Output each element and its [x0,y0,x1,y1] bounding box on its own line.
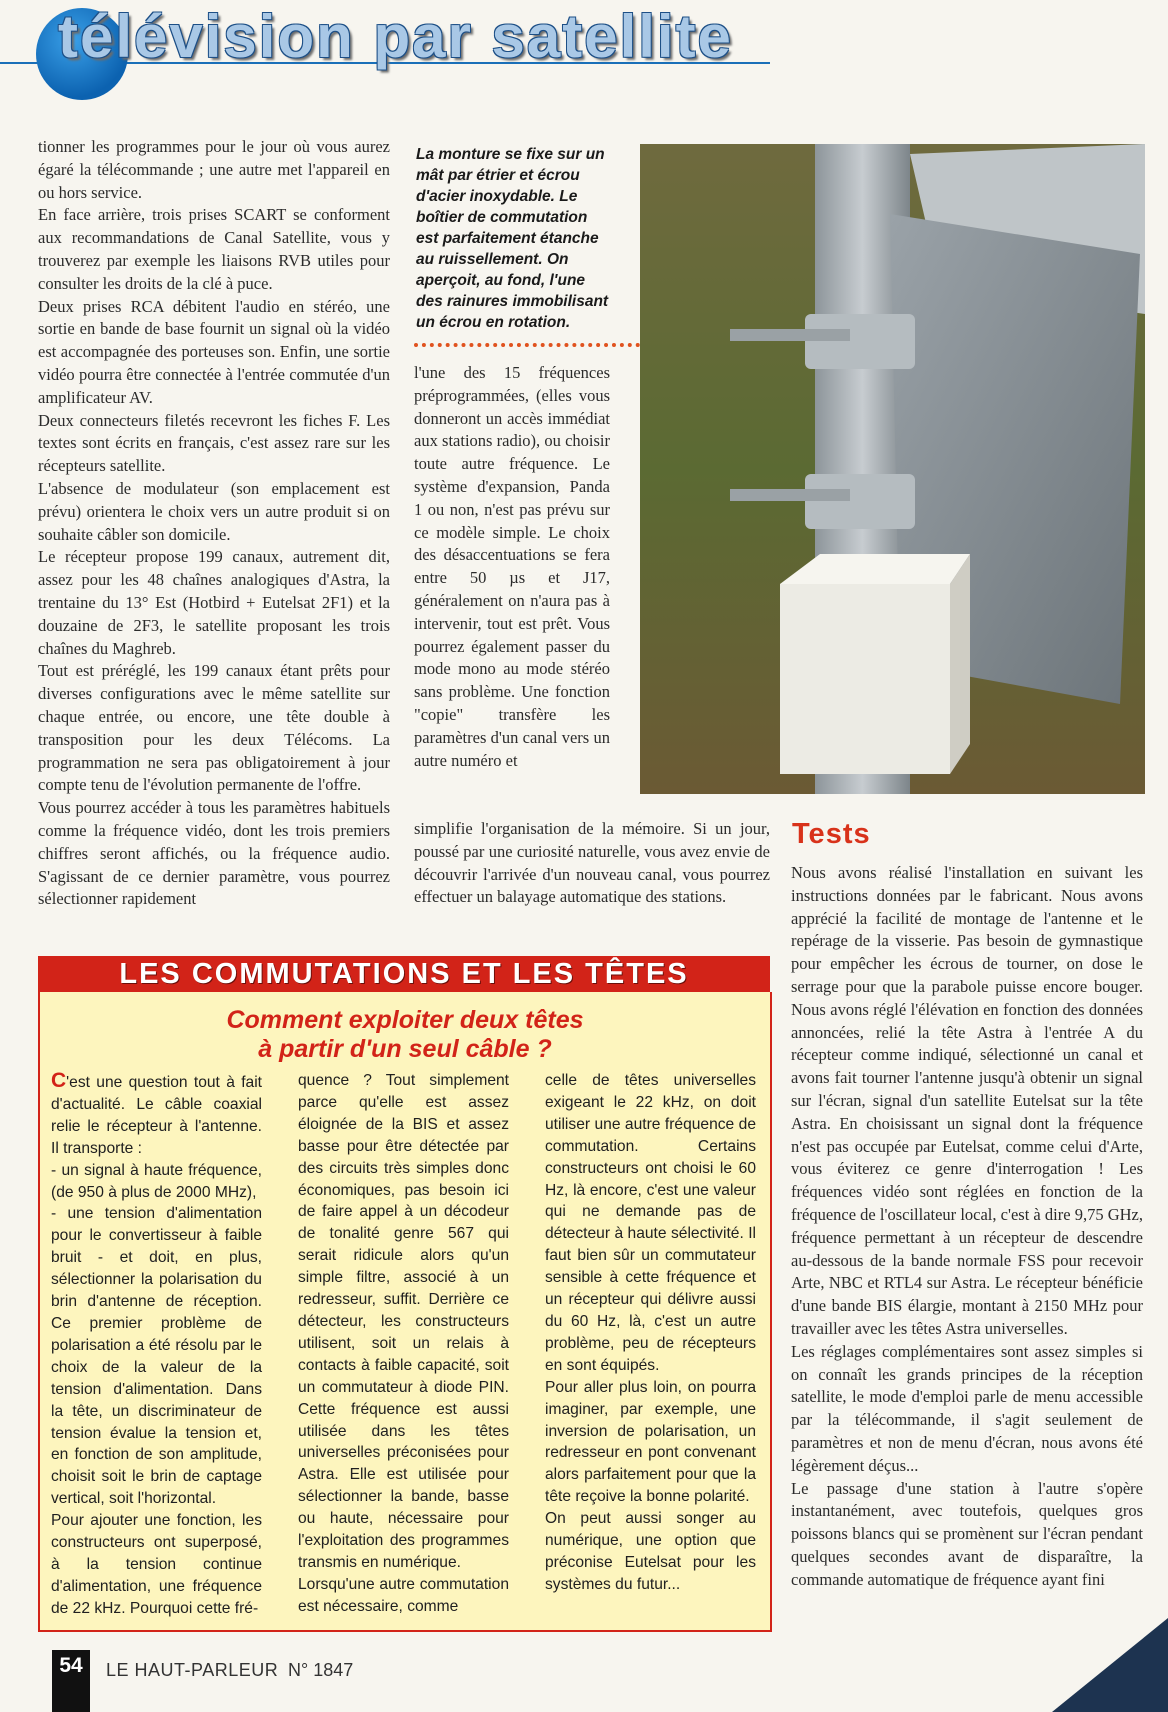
sidebar-column-1 [51,1070,262,1620]
paragraph: On peut aussi songer au numérique, une option que préconise Eutelsat pour les systèmes du futur... [545,1510,756,1593]
paragraph: Vous pourrez accéder à tous les paramètres habituels comme la fréquence vidéo, dont les trois premiers chiffres seront affichés, ou la fréquence audio. S'agissant de ce dernier paramètre, vous pourrez sélectionner rapidement [38,798,390,909]
sidebar-column-2 [298,1070,509,1618]
subtitle-line-1: Comment exploiter deux têtes [226,1006,584,1034]
sidebar-banner-title: LES COMMUTATIONS ET LES TÊTES [119,958,689,990]
paragraph: l'une des 15 fréquences préprogrammées, (elles vous donneront un accès immédiat aux stations radio), ou choisir toute autre fréquence. Le système d'expansion, Panda 1 ou non, n'est pas prévu sur ce modèle simple. Le choix des désaccentuations se fera entre 50 µs et J17, généralement on n'aura pas à intervenir, tout est prêt. Vous pourrez également passer du mode mono au mode stéréo sans problème. Une fonction "copie" transfère les paramètres d'un canal vers un autre numéro et [414,363,610,770]
paragraph: - un signal à haute fréquence, (de 950 à plus de 2000 MHz), [51,1161,262,1201]
paragraph: Pour aller plus loin, on pourra imaginer, par exemple, une inversion de polarisation, un redresseur en pont convenant alors parfaitement pour que la tête reçoive la bonne polarité. [545,1378,756,1506]
issue-number: N° 1847 [288,1660,354,1680]
drop-cap: C [51,1069,67,1092]
magazine-name: LE HAUT-PARLEUR [106,1660,279,1680]
paragraph: celle de têtes universelles exigeant le 22 kHz, on doit utiliser une autre fréquence de commutation. Certains constructeurs ont choisi le 60 Hz, là encore, c'est une valeur qui ne demande pas de détecteur à haute sélectivité. Il faut bien sûr un commutateur sensible à cette fréquence et un récepteur qui délivre aussi du 60 Hz, là, c'est un autre problème, peu de récepteurs en sont équipés. [545,1072,756,1374]
paragraph: Nous avons réalisé l'installation en suivant les instructions données par le fabricant. Nous avons apprécié la facilité de montage de l'antenne et le repérage de la visserie. Pas besoin de gymnastique pour empêcher les écrous de tourner, on dose le serrage pour que la parabole puisse encore bouger. Nous avons réglé l'élévation en fonction des données annoncées, relié la tête Astra à l'entrée A du récepteur comme indiqué, sélectionné un canal et avons fait tourner l'antenne jusqu'à obtenir un signal sur l'écran, signal d'un satellite Eutelsat sur la tête Astra. En choisissant un signal dont la fréquence n'est pas occupée par Eutelsat, comme celui d'Arte, vous éviterez ce genre d'interrogation ! Les fréquences vidéo sont réglées en fonction de la fréquence de l'oscillateur local, c'est à dire 9,75 GHz, fréquence permettant à un récepteur de descendre au-dessous de la bande normale FSS pour recevoir Arte, NBC et RTL4 sur Astra. Le récepteur bénéficie d'une bande BIS élargie, montant à 2150 MHz pour travailler avec les têtes Astra universelles. [791,863,1143,1338]
paragraph: Tout est préréglé, les 199 canaux étant prêts pour diverses configurations avec le même satellite sur chaque entrée, ou encore, une tête double à transposition pour les deux Télécoms. La programmation ne sera pas obligatoirement à jour compte tenu de l'évolution permanente de l'offre. [38,661,390,795]
paragraph: simplifie l'organisation de la mémoire. Si un jour, poussé par une curiosité naturelle, vous avez envie de découvrir l'arrivée d'un nouveau canal, vous pourrez effectuer un balayage automatique des stations. [414,819,770,907]
paragraph: Les réglages complémentaires sont assez simples si on connaît les grands principes de la réception satellite, le mode d'emploi parle de menu accessible par la télécommande, il s'agit seulement de paramètres et non de menu d'écran, nous avons été légèrement déçus... [791,1341,1143,1475]
page-number: 54 [59,1654,83,1677]
paragraph: tionner les programmes pour le jour où vous aurez égaré la télécommande ; une autre met l'appareil en ou hors service. [38,137,390,202]
paragraph: En face arrière, trois prises SCART se conforment aux recommandations de Canal Satellite, vous y trouverez par exemple les liaisons RVB utiles pour consulter les droits de la clé à puce. [38,205,390,293]
subtitle-line-2: à partir d'un seul câble ? [258,1035,552,1063]
section-title: télévision par satellite [58,3,733,70]
caption-divider [414,343,640,347]
paragraph: Lorsqu'une autre commutation est nécessaire, comme [298,1575,509,1615]
paragraph: Le récepteur propose 199 canaux, autrement dit, assez pour les 48 chaînes analogiques d'Astra, la trentaine du 13° Est (Hotbird + Eutelsat 2F1) et la douzaine de 2F3, le satellite proposant les trois chaînes du Maghreb. [38,547,390,658]
corner-decoration [1052,1618,1168,1712]
article-column-1 [38,136,390,911]
article-column-2 [414,362,610,772]
paragraph: Deux connecteurs filetés recevront les fiches F. Les textes sont écrits en français, c'est assez rare sur les récepteurs satellite. [38,410,390,476]
paragraph: L'absence de modulateur (son emplacement est prévu) orientera le choix vers un autre produit si on souhaite câbler son domicile. [38,478,390,544]
article-column-3 [791,862,1143,1592]
paragraph: Le passage d'une station à l'autre s'opère instantanément, avec toutefois, quelques gros poissons blancs qui se promènent sur l'écran pendant quelques secondes avant de disparaître, la commande automatique de fréquence ayant fini [791,1478,1143,1589]
tests-heading: Tests [792,818,871,850]
antenna-mount-photo [640,144,1145,794]
paragraph: Pour ajouter une fonction, les constructeurs ont superposé, à la tension continue d'alimentation, une fréquence de 22 kHz. Pourquoi cette fré- [51,1512,262,1617]
sidebar-subtitle [60,1006,750,1064]
photo-caption: La monture se fixe sur un mât par étrier et écrou d'acier inoxydable. Le boîtier de commutation est parfaitement étanche au ruissellement. On aperçoit, au fond, l'une des rainures immobilisant un écrou en rotation. [416,146,609,331]
article-column-2-wide [414,818,770,909]
paragraph: - une tension d'alimentation pour le convertisseur à faible bruit - et doit, en plus, sélectionner la polarisation du brin d'antenne de réception. Ce premier problème de polarisation a été résolu par le choix de la valeur de la tension d'alimentation. Dans la tête, un discriminateur de tension évalue la tension et, en fonction de son amplitude, choisit soit le brin de captage vertical, soit l'horizontal. [51,1205,262,1508]
paragraph: C'est une question tout à fait d'actualité. Le câble coaxial relie le récepteur à l'antenne. Il transporte : [51,1069,262,1157]
sidebar-column-3 [545,1070,756,1596]
photo-illustration [640,144,1145,794]
paragraph: Deux prises RCA débitent l'audio en stéréo, une sortie en bande de base fournit un signal où la vidéo est accompagnée des porteuses son. Enfin, une sortie vidéo pourra être connectée à l'entrée commutée d'un amplificateur AV. [38,296,390,407]
paragraph: quence ? Tout simplement parce qu'elle est assez éloignée de la BIS et assez basse pour être détectée par des circuits très simples donc économiques, pas besoin ici de faire appel à un décodeur de tonalité genre 567 qui serait ridicule alors qu'un simple filtre, associé à un redresseur, suffit. Derrière ce détecteur, les constructeurs utilisent, soit un relais à contacts à faible capacité, soit un commutateur à diode PIN. Cette fréquence est aussi utilisée dans les têtes universelles préconisées pour Astra. Elle est utilisée pour sélectionner la bande, basse ou haute, nécessaire pour l'exploitation des programmes transmis en numérique. [298,1072,509,1571]
